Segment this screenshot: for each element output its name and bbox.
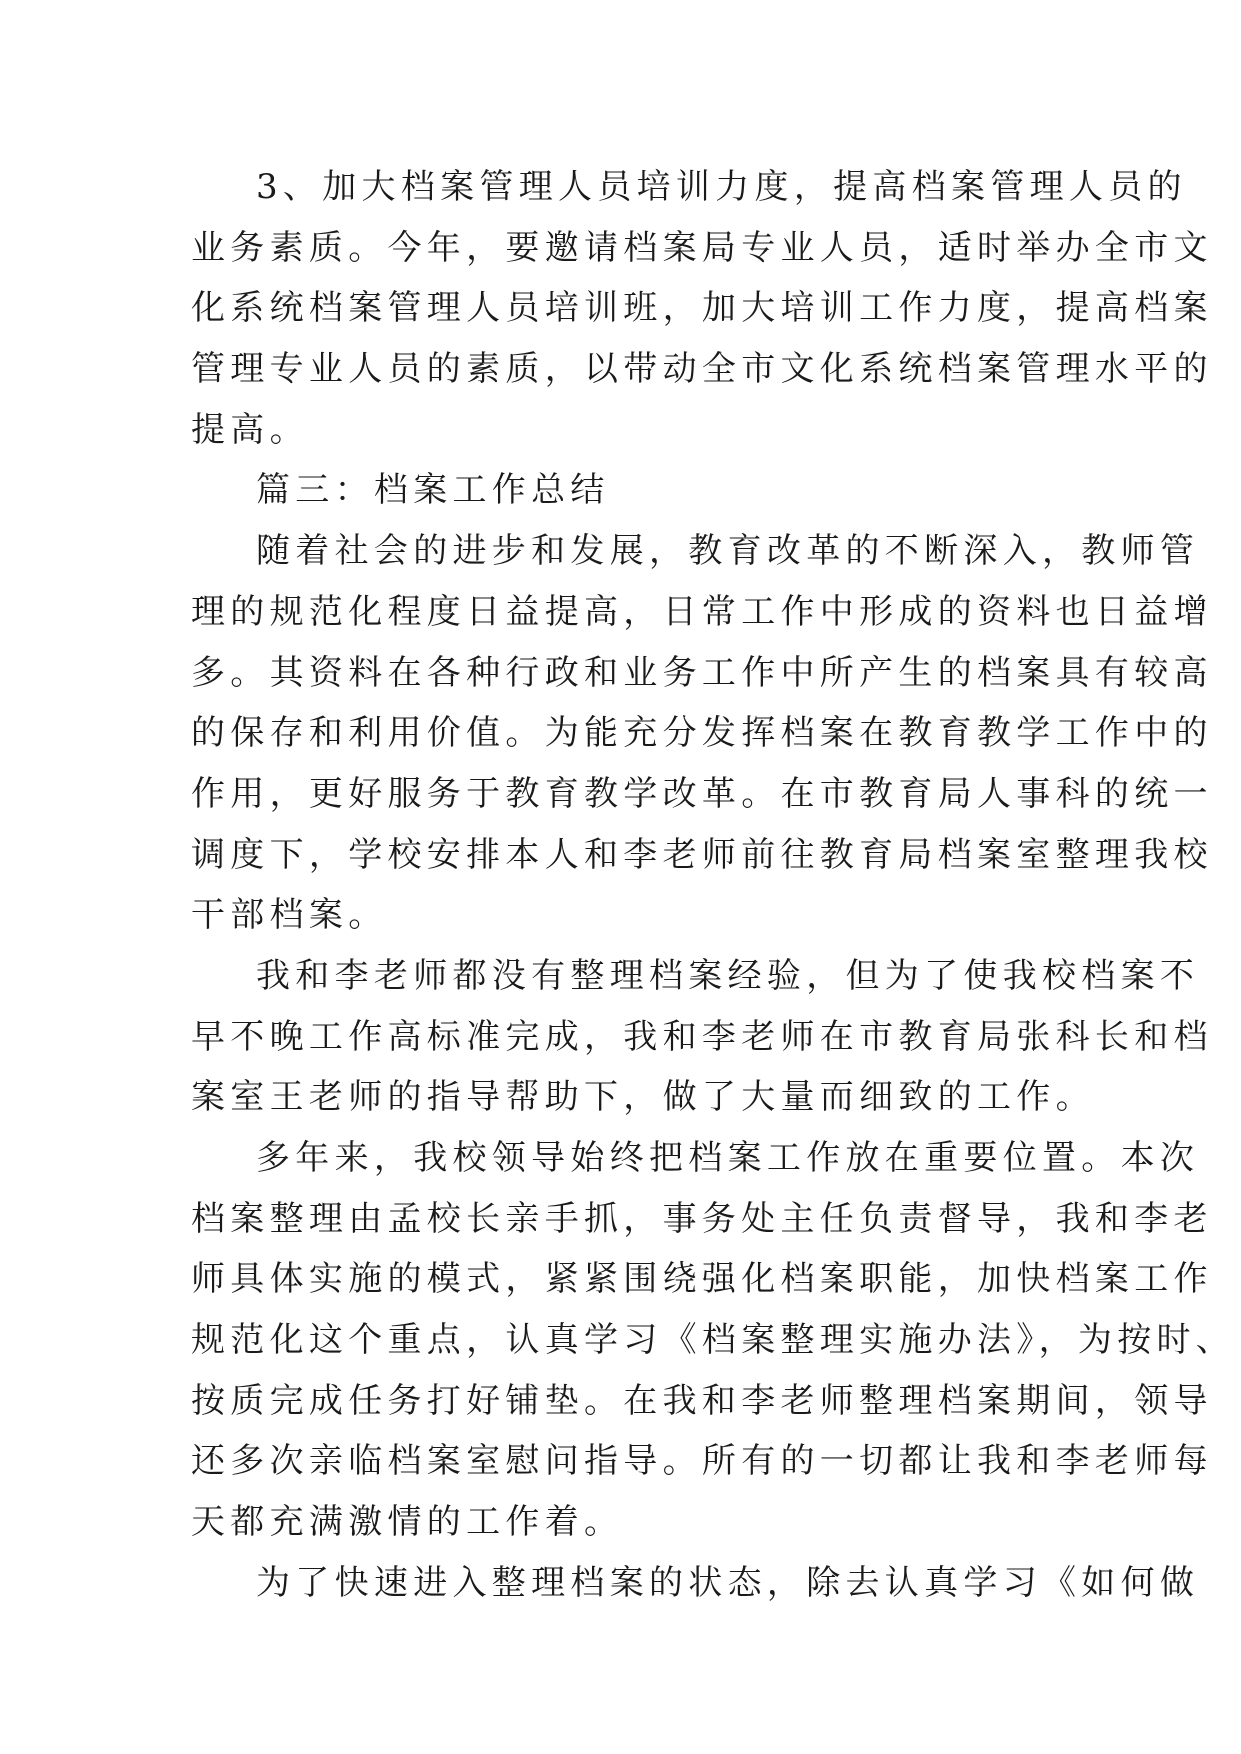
paragraph-line: 天都充满激情的工作着。 bbox=[191, 1502, 624, 1543]
paragraph-line: 档案整理由孟校长亲手抓，事务处主任负责督导，我和李老 bbox=[191, 1198, 1213, 1239]
paragraph-line: 干部档案。 bbox=[191, 895, 388, 936]
paragraph-line: 作用，更好服务于教育教学改革。在市教育局人事科的统一 bbox=[191, 773, 1213, 814]
paragraph-line: 师具体实施的模式，紧紧围绕强化档案职能，加快档案工作 bbox=[191, 1259, 1213, 1300]
paragraph-line: 案室王老师的指导帮助下，做了大量而细致的工作。 bbox=[191, 1077, 1095, 1118]
paragraph-first-line: 为了快速进入整理档案的状态，除去认真学习《如何做 bbox=[256, 1562, 1200, 1603]
paragraph-first-line: 随着社会的进步和发展，教育改革的不断深入，教师管 bbox=[256, 531, 1200, 572]
paragraph-first-line: 多年来，我校领导始终把档案工作放在重要位置。本次 bbox=[256, 1138, 1200, 1178]
paragraph-line: 管理专业人员的素质，以带动全市文化系统档案管理水平的 bbox=[191, 349, 1213, 390]
paragraph-line: 多。其资料在各种行政和业务工作中所产生的档案具有较高 bbox=[191, 652, 1213, 693]
paragraph-first-line: 我和李老师都没有整理档案经验，但为了使我校档案不 bbox=[256, 955, 1200, 996]
paragraph-line: 规范化这个重点，认真学习《档案整理实施办法》，为按时、 bbox=[191, 1320, 1236, 1361]
paragraph-line: 提高。 bbox=[191, 409, 309, 450]
paragraph-line: 还多次亲临档案室慰问指导。所有的一切都让我和李老师每 bbox=[191, 1441, 1213, 1482]
paragraph-line: 理的规范化程度日益提高，日常工作中形成的资料也日益增 bbox=[191, 591, 1213, 632]
paragraph-line: 早不晚工作高标准完成，我和李老师在市教育局张科长和档 bbox=[191, 1016, 1213, 1057]
document-body bbox=[191, 157, 1236, 1614]
paragraph-line: 化系统档案管理人员培训班，加大培训工作力度，提高档案 bbox=[191, 288, 1213, 329]
paragraph-line: 调度下，学校安排本人和李老师前往教育局档案室整理我校 bbox=[191, 834, 1213, 875]
paragraph-line: 按质完成任务打好铺垫。在我和李老师整理档案期间，领导 bbox=[191, 1380, 1213, 1421]
paragraph-line: 业务素质。今年，要邀请档案局专业人员，适时举办全市文 bbox=[191, 227, 1213, 268]
paragraph-first-line: 3、加大档案管理人员培训力度，提高档案管理人员的 bbox=[256, 167, 1187, 207]
paragraph-line: 的保存和利用价值。为能充分发挥档案在教育教学工作中的 bbox=[191, 713, 1213, 754]
paragraph-first-line: 篇三：档案工作总结 bbox=[256, 470, 610, 511]
